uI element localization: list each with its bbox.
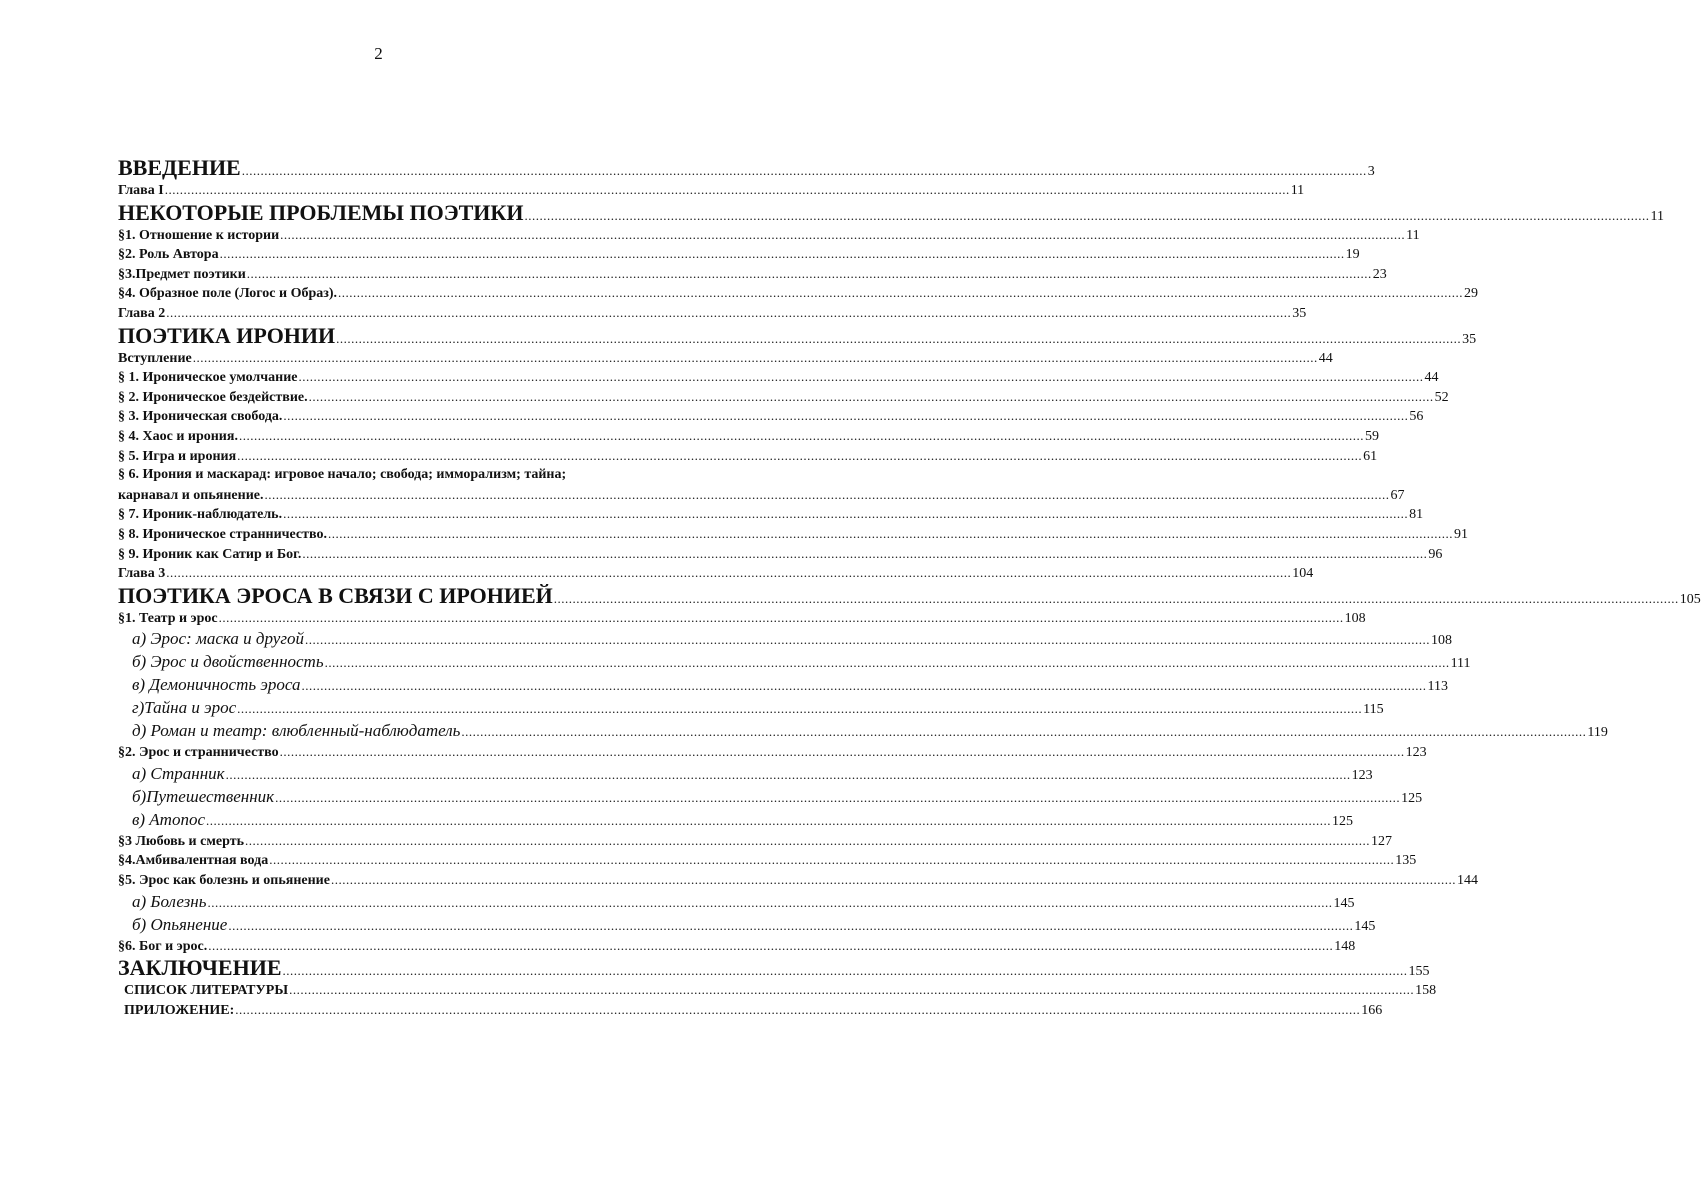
dot-leader: ............................................................................................................................................................................................................................................................................................................ [207, 894, 1333, 910]
dot-leader: ............................................................................................................................................................................................................................................................................................................ [324, 655, 1450, 671]
toc-entry-page: 44 [1424, 370, 1439, 386]
toc-entry-page: 29 [1464, 286, 1479, 302]
toc-entry-page: 91 [1453, 526, 1468, 542]
toc-entry[interactable] [118, 696, 1384, 719]
toc-entry-title: б)Путешественник [132, 786, 275, 806]
toc-entry[interactable] [118, 563, 1314, 583]
toc-entry[interactable] [118, 582, 1701, 608]
toc-entry[interactable] [118, 719, 1608, 742]
toc-entry[interactable] [118, 544, 1443, 564]
dot-leader: ............................................................................................................................................................................................................................................................................................................ [192, 349, 1318, 365]
toc-entry-page: 52 [1434, 389, 1449, 405]
dot-leader: ............................................................................................................................................................................................................................................................................................................ [302, 545, 1428, 561]
toc-entry-title: § 4. Хаос и ирония. [118, 428, 238, 444]
toc-entry-page: 108 [1344, 610, 1366, 626]
toc-entry[interactable] [118, 465, 692, 485]
toc-entry-title: § 2. Ироническое бездействие. [118, 389, 308, 405]
toc-entry-page: 135 [1395, 853, 1417, 869]
toc-entry-title: § 6. Ирония и маскарад: игровое начало; свобода; имморализм; тайна; [118, 467, 567, 483]
toc-entry-title: ПОЭТИКА ИРОНИИ [118, 322, 336, 348]
toc-entry-title: в) Атопос [132, 809, 205, 829]
toc-entry-page: 44 [1318, 350, 1333, 366]
toc-entry[interactable] [118, 155, 1375, 180]
toc-entry[interactable] [118, 446, 1378, 466]
toc-entry-page: 166 [1361, 1002, 1383, 1018]
toc-entry[interactable] [118, 264, 1387, 284]
toc-entry-title: ПОЭТИКА ЭРОСА В СВЯЗИ С ИРОНИЕЙ [118, 582, 553, 608]
toc-entry-title: §6. Бог и эрос. [118, 938, 208, 954]
dot-leader: ............................................................................................................................................................................................................................................................................................................ [330, 872, 1456, 888]
dot-leader: ............................................................................................................................................................................................................................................................................................................ [238, 427, 1364, 443]
toc-entry-page: 35 [1292, 305, 1307, 321]
toc-entry[interactable] [118, 406, 1424, 426]
toc-entry-page: 113 [1427, 679, 1448, 695]
toc-entry-page: 144 [1456, 873, 1478, 889]
toc-entry[interactable] [118, 673, 1448, 696]
toc-entry[interactable] [118, 742, 1427, 762]
dot-leader: ............................................................................................................................................................................................................................................................................................................ [283, 408, 1409, 424]
toc-entry[interactable] [118, 283, 1479, 303]
toc-entry[interactable] [118, 913, 1376, 936]
dot-leader: ............................................................................................................................................................................................................................................................................................................ [338, 285, 1464, 301]
toc-entry[interactable] [118, 850, 1417, 870]
toc-entry-title: § 8. Ироническое странничество. [118, 526, 327, 542]
toc-entry[interactable] [118, 322, 1477, 348]
toc-entry-title: §2. Роль Автора [118, 247, 219, 263]
toc-entry[interactable] [118, 180, 1305, 200]
toc-entry-page: 119 [1587, 725, 1608, 741]
dot-leader: ............................................................................................................................................................................................................................................................................................................ [237, 701, 1363, 717]
toc-entry-title: ПРИЛОЖЕНИЕ: [124, 1002, 235, 1018]
dot-leader: ............................................................................................................................................................................................................................................................................................................ [461, 724, 1587, 740]
toc-entry[interactable] [118, 225, 1420, 245]
toc-entry-page: 11 [1406, 227, 1420, 243]
toc-entry-page: 3 [1367, 164, 1375, 179]
toc-entry-page: 111 [1450, 656, 1471, 672]
toc-entry-page: 81 [1409, 507, 1424, 523]
toc-entry-title: Глава 2 [118, 305, 166, 321]
toc-entry[interactable] [118, 504, 1424, 524]
toc-entry-title: НЕКОТОРЫЕ ПРОБЛЕМЫ ПОЭТИКИ [118, 199, 524, 225]
toc-entry-page: 104 [1292, 566, 1314, 582]
toc-entry-title: карнавал и опьянение. [118, 487, 264, 503]
dot-leader: ............................................................................................................................................................................................................................................................................................................ [244, 832, 1370, 848]
toc-entry[interactable] [118, 367, 1439, 387]
toc-entry[interactable] [118, 1000, 1383, 1020]
dot-leader: ............................................................................................................................................................................................................................................................................................................ [336, 330, 1462, 346]
toc-entry[interactable] [118, 762, 1373, 785]
toc-entry[interactable] [118, 808, 1353, 831]
dot-leader: ............................................................................................................................................................................................................................................................................................................ [283, 506, 1409, 522]
toc-entry-page: 61 [1363, 448, 1378, 464]
toc-entry-page: 105 [1679, 591, 1701, 607]
dot-leader: ............................................................................................................................................................................................................................................................................................................ [164, 182, 1290, 197]
dot-leader: ............................................................................................................................................................................................................................................................................................................ [219, 246, 1345, 262]
toc-entry[interactable] [118, 524, 1468, 544]
dot-leader: ............................................................................................................................................................................................................................................................................................................ [225, 766, 1351, 782]
dot-leader: ............................................................................................................................................................................................................................................................................................................ [241, 163, 1367, 178]
toc-entry-title: § 3. Ироническая свобода. [118, 409, 283, 425]
toc-entry-page: 123 [1351, 767, 1373, 783]
toc-entry[interactable] [118, 870, 1478, 890]
toc-entry-page: 19 [1345, 247, 1360, 263]
toc-entry[interactable] [118, 785, 1423, 808]
dot-leader: ............................................................................................................................................................................................................................................................................................................ [246, 265, 1372, 281]
toc-entry[interactable] [118, 244, 1360, 264]
toc-entry[interactable] [118, 980, 1437, 1000]
dot-leader: ............................................................................................................................................................................................................................................................................................................ [282, 963, 1408, 979]
toc-entry-title: а) Эрос: маска и другой [132, 629, 304, 649]
toc-entry-title: §1. Театр и эрос [118, 610, 218, 626]
toc-entry[interactable] [118, 890, 1355, 913]
toc-entry[interactable] [118, 348, 1333, 368]
toc-entry-title: Вступление [118, 350, 192, 366]
dot-leader: ............................................................................................................................................................................................................................................................................................................ [301, 678, 1427, 694]
dot-leader: ............................................................................................................................................................................................................................................................................................................ [524, 207, 1650, 223]
toc-entry[interactable] [118, 936, 1356, 956]
toc-entry-page: 155 [1408, 964, 1430, 980]
toc-entry-title: § 5. Игра и ирония [118, 448, 237, 464]
toc-entry[interactable] [118, 831, 1392, 851]
toc-entry[interactable] [118, 608, 1366, 628]
toc-entry-page: 158 [1415, 983, 1437, 999]
toc-entry-title: §4. Образное поле (Логос и Образ). [118, 286, 338, 302]
dot-leader: ............................................................................................................................................................................................................................................................................................................ [308, 388, 1434, 404]
toc-entry[interactable] [118, 955, 1430, 981]
toc-entry-page: 145 [1354, 918, 1376, 934]
toc-entry[interactable] [118, 303, 1307, 323]
toc-entry-title: а) Болезнь [132, 891, 207, 911]
toc-entry-title: §4.Амбивалентная вода [118, 853, 269, 869]
toc-entry-page: 127 [1370, 833, 1392, 849]
toc-entry-title: §1. Отношение к истории [118, 227, 280, 243]
table-of-contents [118, 155, 1701, 1019]
dot-leader: ............................................................................................................................................................................................................................................................................................................ [289, 982, 1415, 998]
toc-entry-title: ВВЕДЕНИЕ [118, 155, 241, 180]
toc-entry[interactable] [118, 485, 1405, 505]
toc-entry-page: 123 [1405, 745, 1427, 761]
toc-entry-title: §3.Предмет поэтики [118, 266, 246, 282]
toc-entry-title: § 7. Ироник-наблюдатель. [118, 507, 283, 523]
dot-leader: ............................................................................................................................................................................................................................................................................................................ [327, 525, 1453, 541]
dot-leader: ............................................................................................................................................................................................................................................................................................................ [235, 1001, 1361, 1017]
toc-entry-title: §5. Эрос как болезнь и опьянение [118, 873, 330, 889]
toc-entry-page: 56 [1409, 409, 1424, 425]
dot-leader: ............................................................................................................................................................................................................................................................................................................ [218, 609, 1344, 625]
dot-leader: ............................................................................................................................................................................................................................................................................................................ [304, 632, 1430, 648]
toc-entry-title: ЗАКЛЮЧЕНИЕ [118, 955, 282, 981]
toc-entry[interactable] [118, 627, 1452, 650]
toc-entry-title: б) Опьянение [132, 914, 228, 934]
toc-entry-page: 35 [1462, 331, 1477, 347]
toc-entry-title: Глава 3 [118, 566, 166, 582]
toc-entry[interactable] [118, 426, 1379, 446]
toc-entry-title: СПИСОК ЛИТЕРАТУРЫ [124, 983, 289, 999]
toc-entry-title: б) Эрос и двойственность [132, 652, 324, 672]
dot-leader: ............................................................................................................................................................................................................................................................................................................ [228, 917, 1354, 933]
dot-leader: ............................................................................................................................................................................................................................................................................................................ [298, 369, 1424, 385]
toc-entry-title: а) Странник [132, 763, 225, 783]
toc-entry-title: в) Демоничность эроса [132, 675, 301, 695]
toc-entry-page: 59 [1364, 428, 1379, 444]
dot-leader: ............................................................................................................................................................................................................................................................................................................ [280, 226, 1406, 242]
toc-entry-title: §2. Эрос и странничество [118, 745, 279, 761]
dot-leader: ............................................................................................................................................................................................................................................................................................................ [208, 937, 1334, 953]
page-number: 2 [374, 44, 383, 63]
dot-leader: ............................................................................................................................................................................................................................................................................................................ [237, 447, 1363, 463]
toc-entry-title: д) Роман и театр: влюбленный-наблюдатель [132, 721, 461, 741]
toc-entry-title: § 1. Ироническое умолчание [118, 370, 298, 386]
toc-entry-page: 125 [1332, 813, 1353, 829]
toc-entry[interactable] [118, 650, 1471, 673]
toc-entry-title: Глава I [118, 183, 164, 198]
toc-entry-page: 11 [1650, 208, 1664, 224]
dot-leader: ............................................................................................................................................................................................................................................................................................................ [166, 565, 1292, 581]
toc-entry-title: §3 Любовь и смерть [118, 833, 244, 849]
toc-entry-page: 148 [1334, 938, 1356, 954]
toc-entry-page: 11 [1290, 183, 1305, 198]
toc-entry-page: 145 [1333, 895, 1355, 911]
toc-entry-page: 125 [1401, 790, 1423, 806]
dot-leader: ............................................................................................................................................................................................................................................................................................................ [206, 812, 1331, 828]
dot-leader: ............................................................................................................................................................................................................................................................................................................ [275, 789, 1401, 805]
dot-leader: ............................................................................................................................................................................................................................................................................................................ [269, 852, 1395, 868]
toc-entry-page: 96 [1428, 546, 1443, 562]
toc-entry-page: 108 [1430, 633, 1452, 649]
dot-leader: ............................................................................................................................................................................................................................................................................................................ [553, 590, 1679, 606]
toc-entry[interactable] [118, 387, 1449, 407]
toc-entry-page: 67 [1390, 487, 1405, 503]
toc-entry[interactable] [118, 199, 1664, 225]
toc-entry-page: 115 [1363, 702, 1384, 718]
dot-leader: ............................................................................................................................................................................................................................................................................................................ [264, 486, 1390, 502]
dot-leader: ............................................................................................................................................................................................................................................................................................................ [279, 744, 1405, 760]
toc-entry-page: 23 [1372, 266, 1387, 282]
toc-entry-title: § 9. Ироник как Сатир и Бог. [118, 546, 302, 562]
toc-entry-title: г)Тайна и эрос [132, 698, 237, 718]
dot-leader: ............................................................................................................................................................................................................................................................................................................ [166, 304, 1292, 320]
